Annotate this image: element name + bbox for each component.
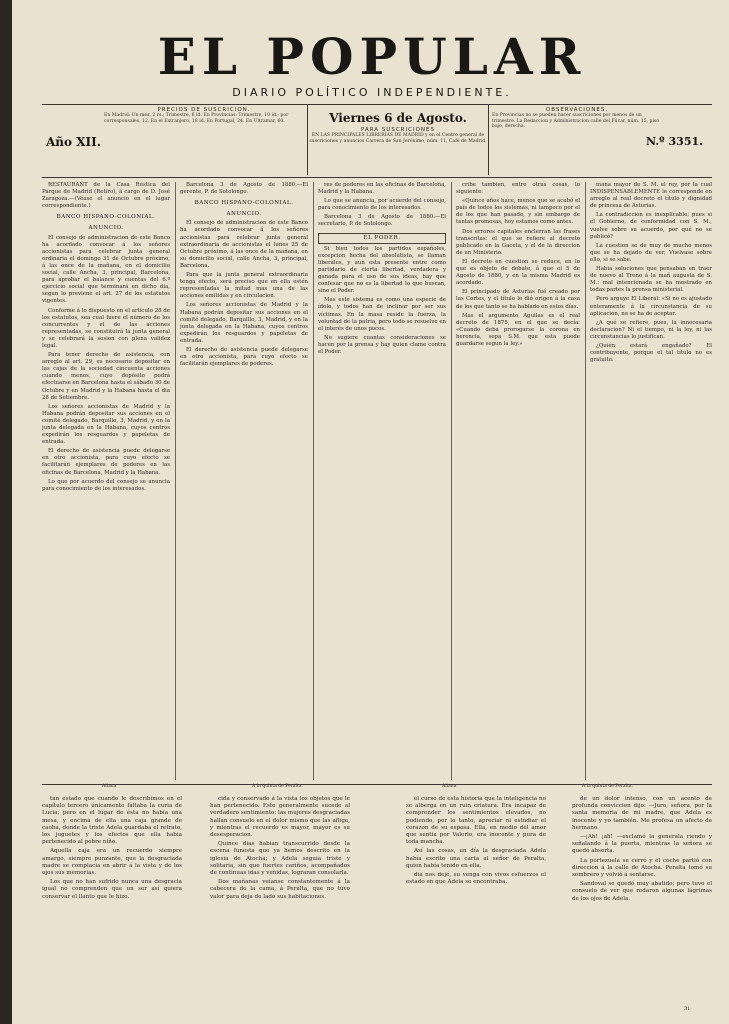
paragraph: Conforme á lo dispuesto en el artículo 28 de los estatutos, sea cual fuere el número de los concurrentes y el de las acciones representadas, se constituirá la junta general y se celebrará la sesion con plena validez legal. (42, 307, 170, 349)
column-rule (451, 182, 452, 780)
column-rule (175, 182, 176, 780)
subscription-prices (104, 105, 304, 175)
folletin-column-1 (42, 796, 182, 1024)
prices-title: PRECIOS DE SUSCRICION. (157, 107, 251, 113)
paragraph: Dos errores capitales enclerran las frases transcritas: el que se refiere al decreto publicado en la Gaceta, y el de la direccion de un Ministerio. (456, 228, 580, 256)
paragraph: tan estado que cuando le describimos en el capítulo tercero únicamente faltaba la curia de Lucia; pero en el lugar de ésta no habia una mesa, y encima de ella una caja grande de caoba, donde la triste Adela guardaba el retrato, los juguetes y los efectos que ella habia pertenecido al pobre niño. (42, 796, 182, 846)
paragraph: dia nos dejé, su venga con vivos esfuerzos el estado en que Adela se encontraba. (406, 872, 546, 886)
paragraph: El decreto en cuestion se reduce, en lo que es objeto de debate, á que el 5 de Agosto de 1880, y en la misma Madrid es acordado. (456, 258, 580, 287)
paragraph: Así las cosas, un día la desgraciada Adela había escrito una carta al señor de Peralta, quien había tenido en ella. (406, 848, 546, 869)
page-number: 31 (684, 1006, 691, 1012)
paragraph: El derecho de asistencia puede delegarse en otro accionista, para cuyo efecto se facilitarán ejemplares de poderes en las oficinas de Barcelona, Madrid y la Habana. (42, 448, 170, 476)
folletin-column-3 (406, 796, 546, 1024)
paragraph: Para que la junta general extraordinaria tenga efecto, será preciso que en ella estén representadas la mitad mas una de las acciones emitidas y en circulacion. (180, 272, 308, 300)
header-info-bar (42, 104, 712, 178)
paragraph: Lo que se anuncia, por acuerdo del consejo, para conocimiento de los interesados. (318, 198, 446, 212)
observations-title: OBSERVACIONES. (545, 107, 609, 113)
folletin-section (42, 784, 712, 1024)
paragraph: La contradiccion es inexplicable; pues si el Gobierno, de conformidad con S. M., vuelve sobre su acuerdo, por qué no se publicó? (590, 212, 712, 240)
paragraph: ¿Quién estará engañado? El contribuyente, porque el tal título no es gratuito. (590, 342, 712, 364)
paragraph: Lo que por acuerdo del consejo se anuncia para conocimiento de los interesados. (42, 478, 170, 492)
running-head: Aliana (442, 784, 457, 789)
paragraph: de un dolor intenso, con un acento de profunda conviccion dijo: —Juro, señora, por la santa memoria de mi madre, que Adela es inocente y yo también. Me profesa un afecto de hermano. (572, 796, 712, 831)
bank-heading: BANCO HISPANO-COLONIAL. (56, 214, 156, 221)
prices-text: En Madrid: Un mes, 2 rs.; Trimestre, 6 id. En Provincias: Trimestre, 10 id.; por corresponsales, 12. En el Extranjero, 18 id. En Portugal, 24. En Ultramar, 60. (104, 113, 289, 124)
subscriptions-text: EN LAS PRINCIPALES LIBRERÍAS DE MADRID y en el Centro general de suscriciones y anuncios Carrera de San Jerónimo, núm. 11, Café de Madrid. (309, 133, 487, 144)
paragraph: Quince dias habian transcurrido desde la escena funesta que ya hemos descrito en la iglesia de Atocha; y Adela seguia triste y solitaria, sin que fuertes cariños, acompañados de continuas idas y venidas, lograran consolarla. (210, 841, 350, 877)
issue-date: Viernes 6 de Agosto. (329, 111, 467, 125)
column-rule (313, 182, 314, 780)
anuncio-heading: ANUNCIO. (88, 225, 124, 232)
year-label: Año XII. (46, 135, 101, 149)
paragraph: el curso de esta historia que la inteligencia no se alberga en un ruin criatura. Era incapaz de comprender los sentimientos elevados, no pudiendo, por lo tanto, apreciar ni estudiar el corazon de su esposa. Ella, en medio del amor que sentia por Valerio, era inocente y pura de toda mancha. (406, 796, 546, 846)
el-poder-heading: EL PODER. (318, 233, 446, 244)
paragraph: res de poderes en las oficinas de Barcelona, Madrid y la Habana. (318, 182, 446, 196)
column-2 (180, 182, 308, 780)
subscriptions-title: PARA SUSCRICIONES (360, 127, 435, 133)
paragraph: Mas este sistema es como una especie de ídolo, y todos han de inclinar por ser sus víctimas. En la masa reside la fuerza, la voluntad de la patria, pero todo se resuelve en el interés de unos pocos. (318, 297, 446, 332)
restaurant-notice: RESTAURANT de la Casa Rústica del Parque de Madrid (Retiro), á cargo de D. José Zaragoza.—(Véase el anuncio en el lugar correspondiente.) (42, 182, 170, 210)
running-head: A la quinta de Peralta. (252, 784, 303, 789)
paragraph: Los señores accionistas de Madrid y la Habana podrán depositar sus acciones en el comité delegado, Barquillo, 3, Madrid, y en la junta delegada en la Habana, cuyos centros expedirán los resguardos y papeletas de entrada. (42, 403, 170, 446)
signature: Barcelona 3 de Agosto de 1880.—El gerente, P. de Sotolongo. (180, 182, 308, 196)
signature: Barcelona 3 de Agosto de 1880.—El secretario, P. de Sotolongo. (318, 214, 446, 228)
issue-number: N.º 3351. (646, 135, 703, 148)
paragraph: El principado de Asturias fué creado por las Cortes, y el título le dió origen á la casa de los que tanto se ha hablado en estos días. (456, 289, 580, 310)
paragraph: Dos mañanas veíanse constantemente á la cabecera de la cama, á Peralta, que no tuvo valor para deja de lado sus habitaciones. (210, 879, 350, 900)
paragraph: «Quince años hace, menos que se acabó el país de todos los sistemas, ni tampoco por el de los que han pasado, y sin embargo de tantas promesas, hoy estamos como antes. (456, 198, 580, 226)
column-5 (590, 182, 712, 780)
date-block (307, 105, 489, 175)
column-1 (42, 182, 170, 780)
paragraph: El derecho de asistencia puede delegarse en otro accionista, para cuyo efecto se facilitarán ejemplares de poderes. (180, 346, 308, 368)
running-head: Aliana (102, 784, 117, 789)
column-rule (585, 182, 586, 780)
article-columns (42, 182, 712, 782)
paragraph: Habia soluciones que pensaban en traer de nuevo al Trono á la mañ augusta de S. M.: mal intencionada se ha mostrado en todas partes la prensa ministerial. (590, 266, 712, 294)
paragraph: Los señores accionistas de Madrid y la Habana podrán depositar sus acciones en el comité delegado, Barquillo, 3, Madrid, y en la junta delegada en la Habana, cuyos centros expedirán los resguardos y papeletas de entrada. (180, 302, 308, 344)
newspaper-page (12, 0, 729, 1024)
observations-text: En Provincias no se pueden hacer suscriciones por menos de un trimestre. La Redaccion y Administracion calle del Fúcar, núm. 15, piso bajo, derecha. (492, 113, 660, 130)
paragraph: cida y conservado á la vista los objetos que le han pertenecido. Esto generalmente sucede al verdadero sentimiento: las mujeres desgraciadas hallan consuelo en el dolor mismo que las aflige, y mientras el recuerdo es mayor, mayor es su desesperacion. (210, 796, 350, 839)
paragraph: Sandoval se quedó muy abatido; pero tuvo el consuelo de ver que rodaron algunas lágrimas de los ojos de Adela. (572, 881, 712, 902)
paragraph: Mas el argumento Aguilas es el real decreto de 1875, en el que se decía: «Cuando deba prorogarse la corona en herencia, sepa S.M. que esta puede guardarse segun la ley.» (456, 312, 580, 347)
paragraph: mana mayor de S. M. el rey, por la cual INDISPENSABLEMENTE le corresponde en arreglo al real decreto el título y dignidad de princesa de Asturias. (590, 182, 712, 210)
paragraph: La portezuela se cerró y el coche partió con direccion á la calle de Atocha. Peralta tomó su sombrero y volvió á sentarse. (572, 857, 712, 879)
binding-spine (0, 0, 12, 1024)
paragraph: Pero arguye El Liberal: «Si no es ajustado enteramente á la circunstancia de su aplicacion, no se ha de aceptar. (590, 296, 712, 317)
paragraph: Para tener derecho de asistencia, con arreglo al art. 29, es necesario depositar en las cajas de la sociedad cincuenta acciones cuando menos, cuyo depósito podrá efectuarse en Barcelona hasta el sábado 30 de Octubre y en Madrid y la Habana hasta el dia 28 de Setiembre. (42, 352, 170, 401)
observations (492, 105, 662, 175)
anuncio-heading: ANUNCIO. (226, 211, 262, 218)
bank-heading: BANCO HISPANO-COLONIAL. (194, 200, 294, 207)
paragraph: ¿A qué se refiere, pues, la innecesaria declaracion? Ni el tiempo, ni la ley, ni las circunstancias lo justifican. (590, 319, 712, 340)
folletin-column-4 (572, 796, 712, 1024)
newspaper-title: EL POPULAR (157, 27, 587, 86)
paragraph: —¡Ah! ¡ah! —exclamó la generala riendo y señalando á la puerta, mientras la señora se quedó absorta. (572, 834, 712, 855)
paragraph: El consejo de administracion de este Banco ha acordado convocar á los señores accionistas para celebrar junta general extraordinaria de accionistas el lunes 25 de Octubre próximo, á las once de la mañana, en su domicilio social, calle Ancha, 3, principal, Barcelona. (180, 220, 308, 269)
newspaper-subtitle: DIARIO POLÍTICO INDEPENDIENTE. (232, 86, 512, 99)
paragraph: No sugiere cuantas consideraciones se hacen por la prensa y hay quien clame contra el Poder. (318, 334, 446, 355)
paragraph: Los que no han sufrido nunca una desgracia igual no comprenden que un ser así quiera conservar el llanto que le hizo. (42, 879, 182, 900)
paragraph: Si bien todos los partidos españoles, excepcion hecha del absolutista, se llaman liberales, y aun esta presente entre como partidario de cierta libertad, verdadera y ganada para el uso de sus ideas, hay que confesar que no es la libertad lo que buscan, sino el Poder. (318, 245, 446, 295)
paragraph: La cuestion se de muy de mucho menos que se ha dejado de ver, Vuelvase sobre ello, si se sabe. (590, 242, 712, 263)
paragraph: Aquella caja era un recuerdo siempre amargo, siempre punzante, que la desgraciada madre se complacia en abrir á la vista y de los ojos sus memorias. (42, 848, 182, 877)
masthead (12, 0, 729, 100)
folletin-column-2 (210, 796, 350, 1024)
column-3 (318, 182, 446, 780)
running-head: A la quinta de Peralta. (582, 784, 633, 789)
column-4 (456, 182, 580, 780)
paragraph: cribe tambien, entre otras cosas, lo siguiente: (456, 182, 580, 196)
paragraph: El consejo de administracion de este Banco ha acordado convocar á los señores accionistas para celebrar junta general ordinaria el domingo 31 de Octubre próximo, á las once de la mañana, en el domicilio social, calle Ancha, 3, principal, Barcelona, para aprobar el balance y cuentas del 6.º ejercicio social que terminará en dicho dia, segun lo previene el art. 27 de los estatutos vigentes. (42, 234, 170, 305)
